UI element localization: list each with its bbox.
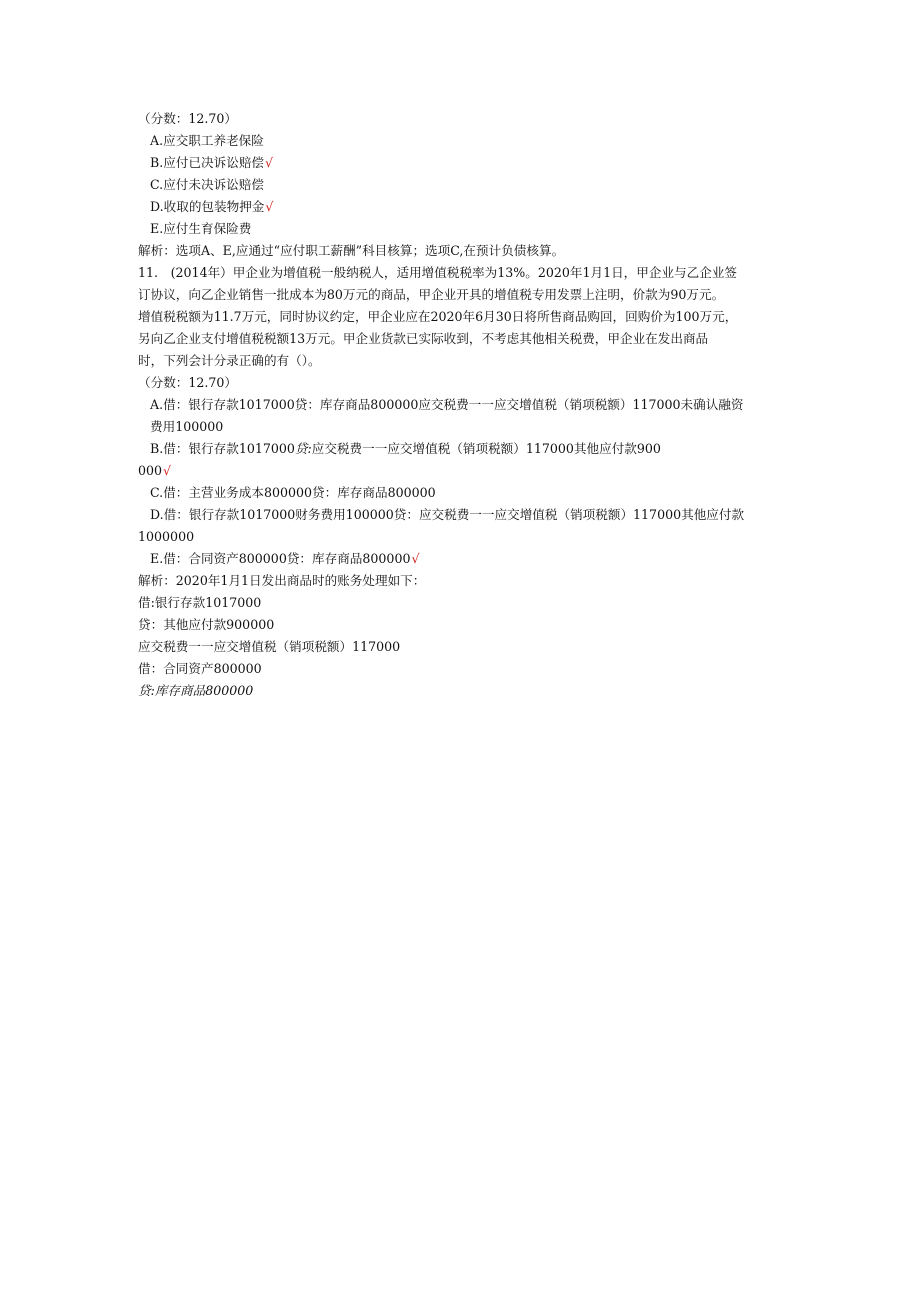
q11-stem-line: 时，下列会计分录正确的有（）。 — [138, 353, 321, 368]
check-mark-icon: √ — [163, 463, 172, 478]
q10-option-c: C.应付未决诉讼赔偿 — [150, 177, 264, 192]
q11-stem-line: 11. (2014年）甲企业为增值税一般纳税人，适用增值税税率为13%。2020年1月1日，甲企业与乙企业签 — [138, 265, 738, 280]
q11-score: （分数：12.70） — [138, 375, 238, 390]
q10-option-e: E.应付生育保险费 — [150, 221, 252, 236]
q11-stem-line: 另向乙企业支付增值税税额13万元。甲企业货款已实际收到，不考虑其他相关税费，甲企业在发出商品 — [138, 331, 709, 346]
q11-option-b: B.借：银行存款1017000贷:应交税费一一应交增值税（销项税额）117000其他应付款900 — [150, 441, 661, 456]
check-mark-icon: √ — [411, 551, 420, 566]
q11-option-a: A.借：银行存款1017000贷：库存商品800000应交税费一一应交增值税（销项税额）117000未确认融资 — [150, 397, 744, 412]
q10-analysis: 解析：选项A、E,应通过“应付职工薪酬”科目核算；选项C,在预计负债核算。 — [138, 243, 565, 258]
check-mark-icon: √ — [265, 199, 274, 214]
q10-score: （分数：12.70） — [138, 111, 238, 126]
q11-option-c: C.借：主营业务成本800000贷：库存商品800000 — [150, 485, 436, 500]
q11-analysis-line: 应交税费一一应交增值税（销项税额）117000 — [138, 639, 401, 654]
q10-option-a: A.应交职工养老保险 — [150, 133, 264, 148]
q11-option-e: E.借：合同资产800000贷：库存商品800000√ — [150, 551, 420, 566]
q11-option-a-cont: 费用100000 — [150, 419, 224, 434]
q11-option-d-cont: 1000000 — [138, 529, 195, 544]
q11-analysis-line: 解析：2020年1月1日发出商品时的账务处理如下： — [138, 573, 426, 588]
q11-stem-line: 增值税税额为11.7万元，同时协议约定，甲企业应在2020年6月30日将所售商品购回，回购价为100万元， — [138, 309, 738, 324]
q11-analysis-line: 借：合同资产800000 — [138, 661, 262, 676]
q11-stem-line: 订协议，向乙企业销售一批成本为80万元的商品，甲企业开具的增值税专用发票上注明，价款为90万元。 — [138, 287, 725, 302]
q11-option-b-cont: 000√ — [138, 463, 172, 478]
q10-option-d: D.收取的包装物押金√ — [150, 199, 274, 214]
q11-analysis-line: 贷：其他应付款900000 — [138, 617, 275, 632]
check-mark-icon: √ — [265, 155, 274, 170]
q10-option-b: B.应付已决诉讼赔偿√ — [150, 155, 274, 170]
q11-option-d: D.借：银行存款1017000财务费用100000贷：应交税费一一应交增值税（销项税额）117000其他应付款 — [150, 507, 745, 522]
q11-analysis-line: 贷:库存商品800000 — [138, 683, 254, 698]
q11-analysis-line: 借:银行存款1017000 — [138, 595, 262, 610]
